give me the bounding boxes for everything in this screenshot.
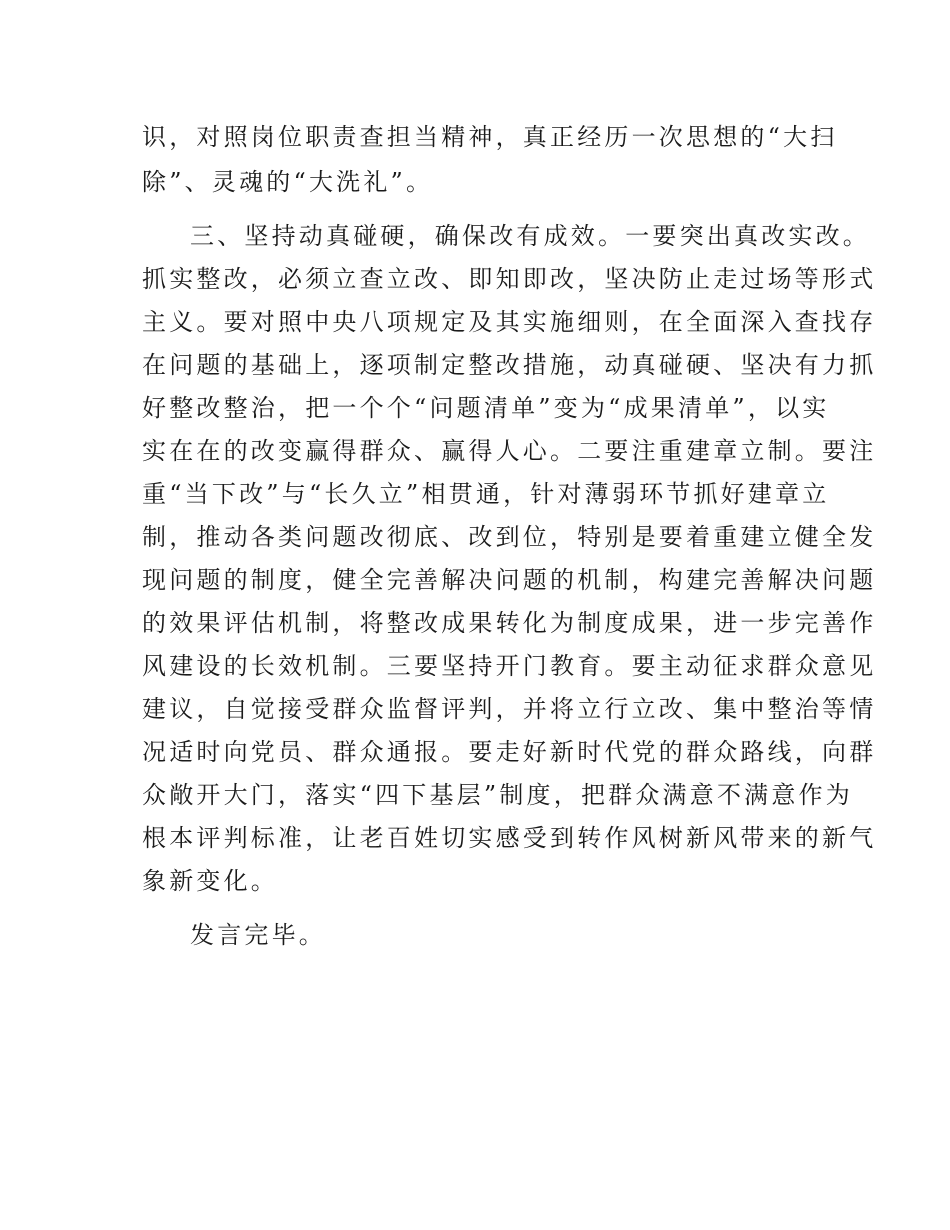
text-line: 重“当下改”与“长久立”相贯通，针对薄弱环节抓好建章立 bbox=[142, 480, 830, 508]
text-line: 除”、灵魂的“大洗礼”。 bbox=[142, 168, 434, 196]
paragraph-three-first-line: 三、坚持动真碰硬，确保改有成效。一要突出真改实改。 bbox=[190, 222, 870, 250]
text-line: 抓实整改，必须立查立改、即知即改，坚决防止走过场等形式 bbox=[142, 265, 877, 293]
text-line: 的效果评估机制，将整改成果转化为制度成果，进一步完善作 bbox=[142, 609, 877, 637]
text-line: 现问题的制度，健全完善解决问题的机制，构建完善解决问题 bbox=[142, 566, 877, 594]
text-line: 识，对照岗位职责查担当精神，真正经历一次思想的“大扫 bbox=[142, 123, 838, 151]
text-line: 在问题的基础上，逐项制定整改措施，动真碰硬、坚决有力抓 bbox=[142, 351, 877, 379]
text-line: 制，推动各类问题改彻底、改到位，特别是要着重建立健全发 bbox=[142, 523, 877, 551]
closing-line: 发言完毕。 bbox=[190, 921, 326, 949]
text-line: 好整改整治，把一个个“问题清单”变为“成果清单”，以实 bbox=[142, 394, 830, 422]
text-line: 众敞开大门，落实“四下基层”制度，把群众满意不满意作为 bbox=[142, 781, 853, 809]
text-line: 主义。要对照中央八项规定及其实施细则，在全面深入查找存 bbox=[142, 308, 877, 336]
text-line: 象新变化。 bbox=[142, 867, 278, 895]
text-line: 建议，自觉接受群众监督评判，并将立行立改、集中整治等情 bbox=[142, 695, 877, 723]
text-line: 实在在的改变赢得群众、赢得人心。二要注重建章立制。要注 bbox=[142, 437, 877, 465]
text-line: 根本评判标准，让老百姓切实感受到转作风树新风带来的新气 bbox=[142, 824, 877, 852]
text-line: 况适时向党员、群众通报。要走好新时代党的群众路线，向群 bbox=[142, 738, 877, 766]
text-line: 风建设的长效机制。三要坚持开门教育。要主动征求群众意见 bbox=[142, 652, 877, 680]
